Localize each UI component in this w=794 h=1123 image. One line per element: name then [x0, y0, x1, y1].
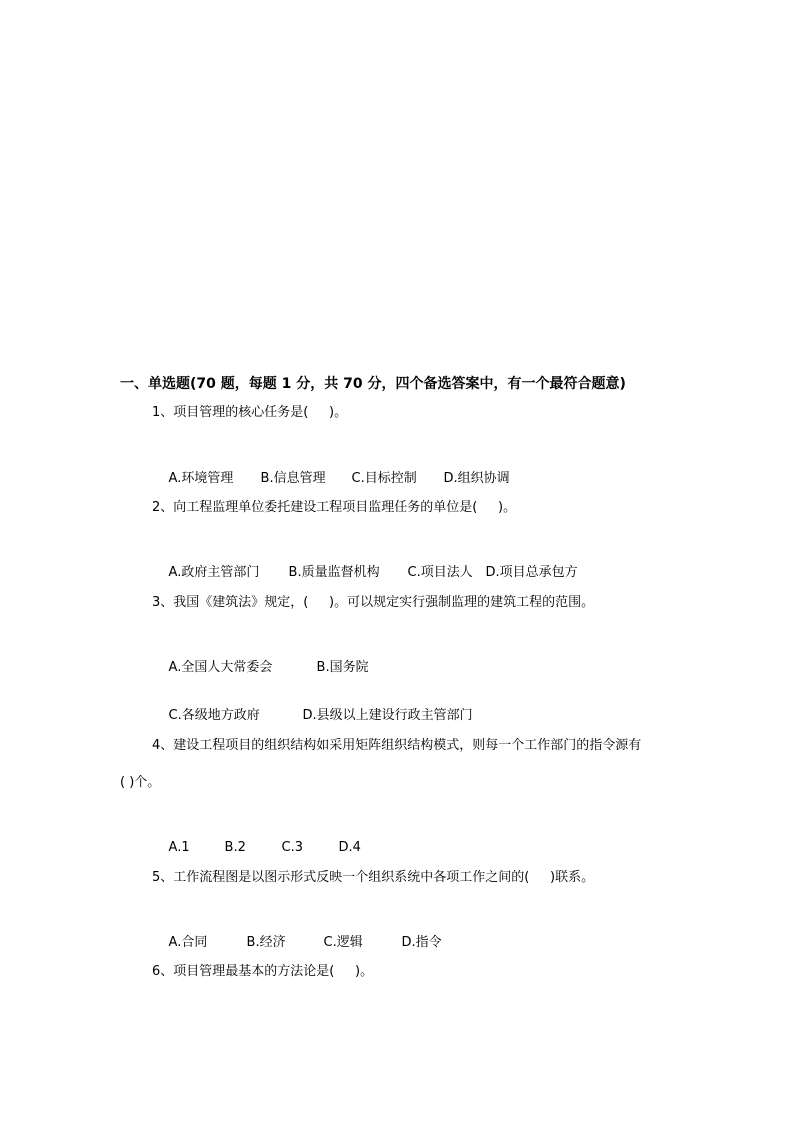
- question-1-option-b: B.信息管理: [260, 471, 326, 486]
- question-3-stem: 3、我国《建筑法》规定，( )。可以规定实行强制监理的建筑工程的范围。: [152, 595, 595, 610]
- question-4-stem: 4、建设工程项目的组织结构如采用矩阵组织结构模式，则每一个工作部门的指令源有: [152, 738, 642, 753]
- question-6-stem: 6、项目管理最基本的方法论是( )。: [152, 964, 374, 979]
- question-5-stem: 5、工作流程图是以图示形式反映一个组织系统中各项工作之间的( )联系。: [152, 870, 595, 885]
- question-1-option-c: C.目标控制: [351, 471, 417, 486]
- question-2-option-c: C.项目法人: [407, 565, 473, 580]
- question-5-option-a: A.合同: [168, 935, 208, 950]
- question-5-option-c: C.逻辑: [323, 935, 363, 950]
- question-5-option-d: D.指令: [401, 935, 442, 950]
- question-3-option-d: D.县级以上建设行政主管部门: [302, 708, 473, 723]
- question-4-options: [152, 821, 361, 875]
- question-4-option-b: B.2: [224, 840, 246, 855]
- question-3-option-a: A.全国人大常委会: [168, 660, 273, 675]
- question-2-options: [152, 546, 578, 600]
- question-4-option-a: A.1: [168, 840, 190, 855]
- question-3-option-b: B.国务院: [316, 660, 369, 675]
- question-5-option-b: B.经济: [246, 935, 286, 950]
- question-2-option-a: A.政府主管部门: [168, 565, 260, 580]
- question-3-options-row-1: [152, 641, 369, 695]
- question-1-option-a: A.环境管理: [168, 471, 234, 486]
- question-4-option-c: C.3: [281, 840, 304, 855]
- question-2-option-b: B.质量监督机构: [288, 565, 380, 580]
- question-4-stem-continued: ( )个。: [120, 775, 161, 790]
- question-3-option-c: C.各级地方政府: [168, 708, 260, 723]
- question-5-options: [152, 916, 442, 970]
- question-3-options-row-2: [152, 689, 473, 743]
- section-title: 一、单选题(70 题，每题 1 分，共 70 分，四个备选答案中，有一个最符合题意): [120, 376, 626, 392]
- question-1-option-d: D.组织协调: [443, 471, 510, 486]
- question-4-option-d: D.4: [338, 840, 361, 855]
- question-1-stem: 1、项目管理的核心任务是( )。: [152, 405, 348, 420]
- question-2-stem: 2、向工程监理单位委托建设工程项目监理任务的单位是( )。: [152, 500, 517, 515]
- question-1-options: [152, 452, 510, 506]
- question-2-option-d: D.项目总承包方: [485, 565, 578, 580]
